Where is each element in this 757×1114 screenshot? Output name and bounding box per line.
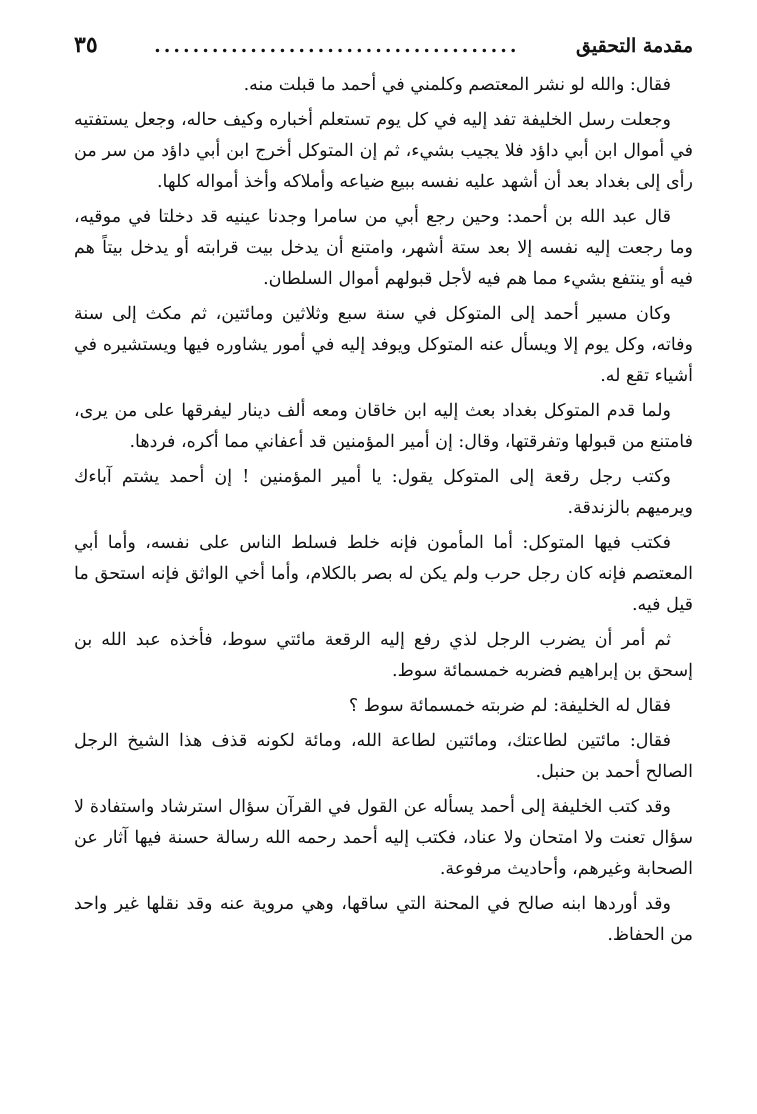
running-title: مقدمة التحقيق bbox=[576, 35, 693, 57]
paragraph: وجعلت رسل الخليفة تفد إليه في كل يوم تستعلم أخباره وكيف حاله، وجعل يستفتيه في أموال ابن أبي داؤد فلا يجيب بشيء، ثم إن المتوكل أخرج ابن أبي داؤد من سر من رأى إلى بغداد بعد أن أشهد عليه نفسه ببيع ضياعه وأملاكه وأخذ أمواله كلها. bbox=[74, 110, 693, 192]
paragraph: وكتب رجل رقعة إلى المتوكل يقول: يا أمير المؤمنين ! إن أحمد يشتم آباءك ويرميهم بالزندقة. bbox=[74, 467, 693, 518]
paragraph: ولما قدم المتوكل بغداد بعث إليه ابن خاقان ومعه ألف دينار ليفرقها على من يرى، فامتنع من قبولها وتفرقتها، وقال: إن أمير المؤمنين قد أعفاني مما أكره، فردها. bbox=[74, 401, 693, 452]
page-body bbox=[74, 70, 693, 951]
paragraph: وقد كتب الخليفة إلى أحمد يسأله عن القول في القرآن سؤال استرشاد واستفادة لا سؤال تعنت ولا امتحان ولا عناد، فكتب إليه أحمد رحمه الله رسالة حسنة فيها آثار عن الصحابة وغيرهم، وأحاديث مرفوعة. bbox=[74, 797, 693, 879]
leader-dots: ...................................... bbox=[154, 35, 520, 57]
paragraph: فقال: والله لو نشر المعتصم وكلمني في أحمد ما قبلت منه. bbox=[243, 75, 671, 95]
paragraph: ثم أمر أن يضرب الرجل لذي رفع إليه الرقعة مائتي سوط، فأخذه عبد الله بن إسحق بن إبراهيم فضربه خمسمائة سوط. bbox=[74, 630, 693, 681]
page-header bbox=[74, 32, 693, 58]
page-number: ٣٥ bbox=[74, 32, 98, 58]
paragraph: وقد أوردها ابنه صالح في المحنة التي ساقها، وهي مروية عنه وقد نقلها غير واحد من الحفاظ. bbox=[74, 894, 693, 945]
paragraph: فقال: مائتين لطاعتك، ومائتين لطاعة الله، ومائة لكونه قذف هذا الشيخ الرجل الصالح أحمد بن حنبل. bbox=[74, 731, 693, 782]
paragraph: قال عبد الله بن أحمد: وحين رجع أبي من سامرا وجدنا عينيه قد دخلتا في موقيه، وما رجعت إليه نفسه إلا بعد ستة أشهر، وامتنع أن يدخل بيت قرابته أو يدخل بيتاً هم فيه أو ينتفع بشيء مما هم فيه لأجل قبولهم أموال السلطان. bbox=[74, 207, 693, 289]
paragraph: فقال له الخليفة: لم ضربته خمسمائة سوط ؟ bbox=[348, 696, 671, 716]
paragraph: وكان مسير أحمد إلى المتوكل في سنة سبع وثلاثين ومائتين، ثم مكث إلى سنة وفاته، وكل يوم إلا ويسأل عنه المتوكل ويوفد إليه في أمور يشاوره فيها ويستشيره في أشياء تقع له. bbox=[74, 304, 693, 386]
paragraph: فكتب فيها المتوكل: أما المأمون فإنه خلط فسلط الناس على نفسه، وأما أبي المعتصم فإنه كان رجل حرب ولم يكن له بصر بالكلام، وأما أخي الواثق فإنه استحق ما قيل فيه. bbox=[74, 533, 693, 615]
